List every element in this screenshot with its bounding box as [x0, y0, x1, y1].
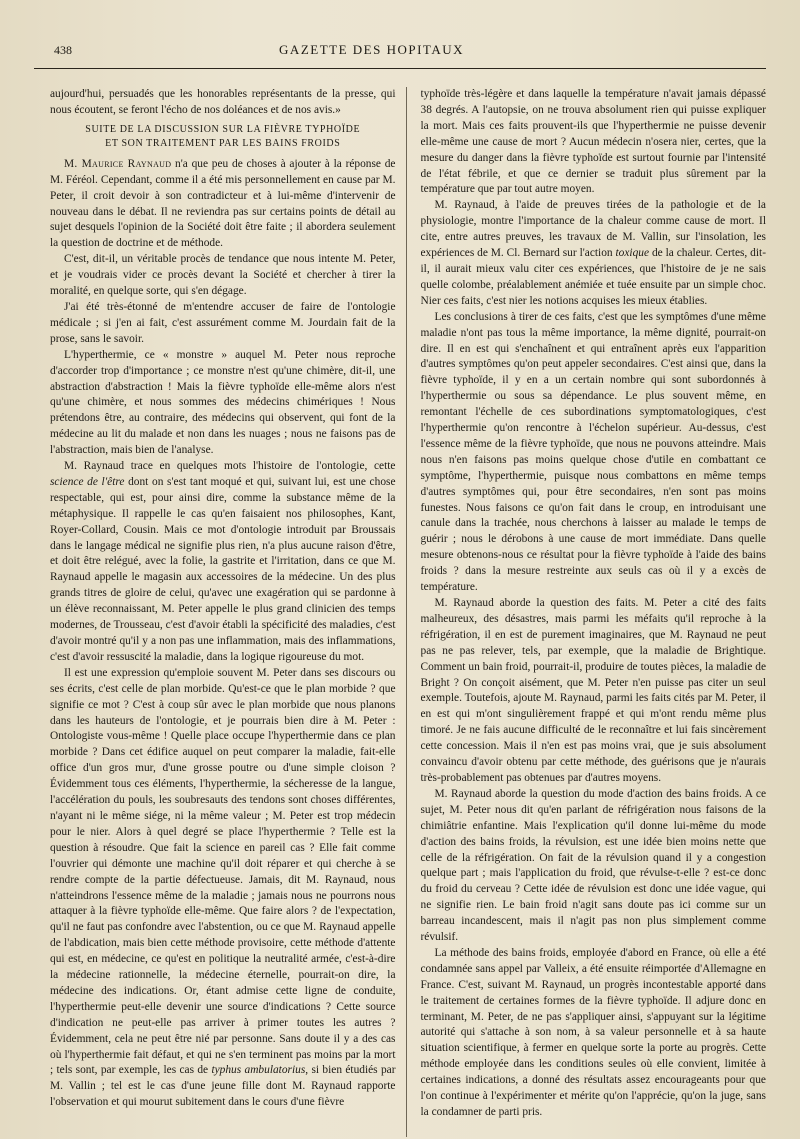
paragraph-text: de la chaleur. Certes, dit-il, il aurait mieux valu citer ces expériences, que l'histoire de je ne sais quelle colombe, préalablement anémiée et tuée ensuite par un simple choc. Nier ces faits, c'est nier les notions acquises les mieux établies. [420, 247, 766, 307]
paragraph [421, 198, 767, 309]
paragraph [50, 459, 396, 666]
paragraph: Les conclusions à tirer de ces faits, c'est que les symptômes d'une même maladie n'ont pas tous la même importance, la même dignité, pourrait-on dire. Il en est qui s'enchaînent et qui entraînent après eux l'apparition d'autres symptômes qu'on peut appeler secondaires. C'est ainsi que, dans la fièvre typhoïde, il y en a un certain nombre qui sont subordonnés à l'hyperthermie ou sous sa dépendance. Le plus souvent même, en remontant l'échelle de ces subordinations symptomatologiques, c'est l'hyperthermie qu'on rencontre à l'échelon supérieur. Au-dessus, c'est l'essence même de la fièvre typhoïde, que nous ne pouvons atteindre. Mais nous n'en faisons pas moins quelque chose d'utile en combattant ce symptôme, l'hyperthermie, puisque nous combattons en même temps d'autres symptômes qui, pour être secondaires, n'en sont pas moins funestes. Nous faisons ce qu'on fait dans le croup, en introduisant une canule dans la trachée, nous cherchons à laisser au malade le temps de guérir ; nous le dérobons à une cause de mort immédiate. Dans quelle mesure obtenons-nous ce résultat pour la fièvre typhoïde à l'aide des bains froids ? dans la mesure restreinte aux seuls cas où il y a excès de température. [420, 310, 766, 594]
opening-paragraph: aujourd'hui, persuadés que les honorables représentants de la presse, qui nous écoutent, se feront l'écho de nos doléances et de nos avis.» [50, 88, 396, 116]
paragraph: J'ai été très-étonné de m'entendre accuser de faire de l'ontologie médicale ; si j'en ai fait, c'est assurément comme M. Jourdain fait de la prose, sans le savoir. [50, 300, 396, 345]
paragraph-text: Il est une expression qu'emploie souvent M. Peter dans ses discours ou ses écrits, c'est celle de plan morbide. Qu'est-ce que le plan morbide ? que signifie ce mot ? C'est à coup sûr avec le plan morbide que nous planons dans les hauteurs de l'ontologie, et je pourrais bien dire à M. Peter : Ontologiste vous-même ! Quelle place occupe l'hyperthermie dans ce plan morbide ? Dans cet édifice auquel on peut comparer la maladie, fait-elle office d'un gros mur, d'une grosse poutre ou d'une simple cloison ? Évidemment tous ces éléments, l'hyperthermie, la sécheresse de la langue, l'accélération du pouls, les soubresauts des tendons sont choses différentes, n'ayant ni le même siége, ni la même valeur ; M. Peter est trop médecin pour le nier. Alors à quel degré se place l'hyperthermie ? Telle est la question à résoudre. Que fait la science en pareil cas ? Elle fait comme l'ouvrier qui démonte une machine qu'il doit réparer et qui cherche à se rendre compte de la partie défectueuse. Jamais, dit M. Raynaud, nous n'atteindrons l'essence même de la maladie ; jamais nous ne pourrons nous attaquer à la fièvre typhoïde elle-même. Que faire alors ? de l'expectation, qu'il ne faut pas confondre avec l'abstention, ou ce que M. Raynaud appelle de l'abdication, mais bien cette méthode provisoire, cette méthode d'attente qui est, en médecine, ce qu'est en politique la neutralité armée, c'est-à-dire la médecine rationnelle, la médecine éternelle, pourrait-on dire, la médecine des indications. Or, étant admise cette ligne de conduite, l'hyperthermie peut-elle devenir une source d'indications ? Cette source d'indication ne peut-elle pas arriver à primer toutes les autres ? Évidemment, cela ne peut être nié par personne. Sans doute il y a des cas où l'hyperthermie fait défaut, et qui ne s'en terminent pas moins par la mort ; tels sont, par exemple, les cas de [50, 666, 396, 1077]
paragraph [50, 666, 396, 1111]
paragraph-text: M. Raynaud trace en quelques mots l'histoire de l'ontologie, cette [64, 460, 396, 473]
italic-term: science de l'être [50, 475, 125, 488]
paragraph: M. Raynaud aborde la question des faits. M. Peter a cité des faits malheureux, des désastres, mais parmi les méfaits qu'il reproche à la réfrigération, il en est de purement imaginaires, que M. Raynaud ne peut pas ne pas relever, tels, par exemple, que la maladie de Brightique. Comment un bain froid, pourrait-il, produire de toutes pièces, la maladie de Bright ? On conçoit aisément, que M. Peter n'en puisse pas citer un seul exemple. Toutefois, ajoute M. Raynaud, parmi les faits cités par M. Peter, il en est qui m'ont singulièrement frappé et qui m'ont rendu même plus timoré. Je ne fais aucune difficulté de le reconnaître et lui fais sincèrement cette concession. Mais il n'en est pas moins vrai, que je suis absolument convaincu d'avoir obtenu par cette méthode, des guérisons que je n'aurais très-probablement pas obtenues par d'autres moyens. [420, 597, 766, 784]
article-columns [34, 87, 766, 1137]
continuation-paragraph: typhoïde très-légère et dans laquelle la température n'avait jamais dépassé 38 degrés. A l'autopsie, on ne trouva absolument rien qui puisse expliquer la mort. Mais ces faits prouvent-ils que l'hyperthermie ne puisse devenir elle-même une cause de mort ? Aucun médecin n'osera nier, certes, que la mesure du danger dans la fièvre typhoïde est surtout fournie par l'intensité de l'état fébrile, et que ce dernier se traduit plus sûrement par la température que par tout autre moyen. [420, 88, 766, 196]
paragraph: C'est, dit-il, un véritable procès de tendance que nous intente M. Peter, et je voudrais vider ce procès devant la Société et chercher à tirer la moralité, en quelque sorte, qui s'en dégage. [50, 253, 396, 298]
section-heading-line-1: SUITE DE LA DISCUSSION SUR LA FIÈVRE TYPHOÏDE [85, 123, 361, 135]
paragraph-text: , si bien étudiés par M. Vallin ; tel est le cas d'une jeune fille dont M. Raynaud rapporte l'observation et qui mourut subitement dans le cours d'une fièvre [50, 1064, 396, 1109]
paragraph-text: n'a que peu de choses à ajouter à la réponse de M. Féréol. Cependant, comme il a été mis personnellement en cause par M. Peter, il croit devoir à son contradicteur et à lui-même d'intervenir de nouveau dans le débat. Il ne reviendra pas sur certains points de détail au sujet desquels l'opinion de la Société doit être faite ; il abordera seulement la question de doctrine et de méthode. [50, 157, 396, 250]
page-number: 438 [54, 43, 72, 57]
page-header [34, 34, 766, 69]
italic-term: toxique [615, 247, 650, 260]
paragraph-text: M. Raynaud, à l'aide de preuves tirées de la pathologie et de la physiologie, montre l'importance de la chaleur comme cause de mort. Il cite, entre autres preuves, les travaux de M. Vallin, sur l'insolation, les expériences de M. Cl. Bernard sur l'action [420, 199, 766, 260]
journal-title: GAZETTE DES HOPITAUX [279, 42, 464, 57]
italic-term: typhus ambulatorius [211, 1064, 306, 1077]
paragraph: L'hyperthermie, ce « monstre » auquel M. Peter nous reproche d'accorder trop d'importance ; ce monstre n'est qu'une chimère, dit-il, une abstraction d'abstraction ! Mais la fièvre typhoïde elle-même alors n'est qu'une chimère, et nous sommes des médecins chimériques ! Nous prétendons être, au contraire, des médecins qui observent, qui font de la médecine au lit du malade et non dans les nuages ; nous ne faisons pas de l'abstraction, mais bien de l'analyse. [50, 348, 396, 457]
paragraph: M. Raynaud aborde la question du mode d'action des bains froids. A ce sujet, M. Peter nous dit qu'en parlant de réfrigération nous faisons de la chimiâtrie enfantine. Mais l'explication qu'il donne lui-même du mode d'action des bains froids, la révulsion, est une idée bien moins nette que celle de la réfrigération. On fait de la révulsion quand il y a congestion quelque part ; mais l'application du froid, que révulse-t-elle ? est-ce donc du froid du cerveau ? Cette idée de révulsion est donc une idée vague, qui ne signifie rien. Le bain froid n'agit sans doute pas ici comme sur un barreau incandescent, mais il n'agit pas non plus simplement comme révulsif. [420, 787, 766, 944]
left-column [50, 87, 407, 1137]
speaker-name: M. Maurice Raynaud [64, 157, 172, 170]
paragraph [50, 157, 396, 252]
section-heading [50, 123, 396, 151]
right-column [421, 87, 767, 1137]
paragraph-text: dont on s'est tant moqué et qui, suivant lui, est une chose respectable, qui est, pour ainsi dire, comme la substance même de la métaphysique. Il rappelle le cas qu'en faisaient nos philosophes, Kant, Royer-Collard, Cousin. Mais ce mot d'ontologie introduit par Broussais dans le langage médical ne signifie plus rien, n'a plus aucune raison d'être, et doit être relégué, avec la folie, la gastrite et l'irritation, dans ce que M. Raynaud appelle le magasin aux accessoires de la médecine. Un des plus grands titres de gloire de celui, qu'avec une exagération qui se pardonne à un élève reconnaissant, M. Peter appelle le plus grand clinicien des temps modernes, de Trousseau, c'est d'avoir établi la spécificité des maladies, c'est d'avoir montré qu'il y a non pas une inflammation, mais des inflammations, c'est d'avoir ressuscité la maladie, dans la logique rigoureuse du mot. [50, 475, 396, 663]
section-heading-line-2: ET SON TRAITEMENT PAR LES BAINS FROIDS [105, 137, 341, 149]
paragraph: La méthode des bains froids, employée d'abord en France, où elle a été condamnée sans appel par Valleix, a été ensuite réimportée d'Allemagne en France. C'est, suivant M. Raynaud, un progrès incontestable apporté dans le traitement de certaines formes de la fièvre typhoïde. Il adjure donc en terminant, M. Peter, de ne pas s'appliquer ainsi, s'appuyant sur la légitime autorité qui s'attache à son nom, à sa valeur personnelle et à sa haute situation scientifique, à fermer en quelque sorte la porte au progrès. Cette méthode employée dans les conditions seules où elle convient, limitée à certaines indications, a donné des résultats assez encourageants pour que l'on continue à l'expérimenter et mérite qu'on l'apprécie, qu'on la juge, sans la condamner de parti pris. [420, 946, 766, 1118]
